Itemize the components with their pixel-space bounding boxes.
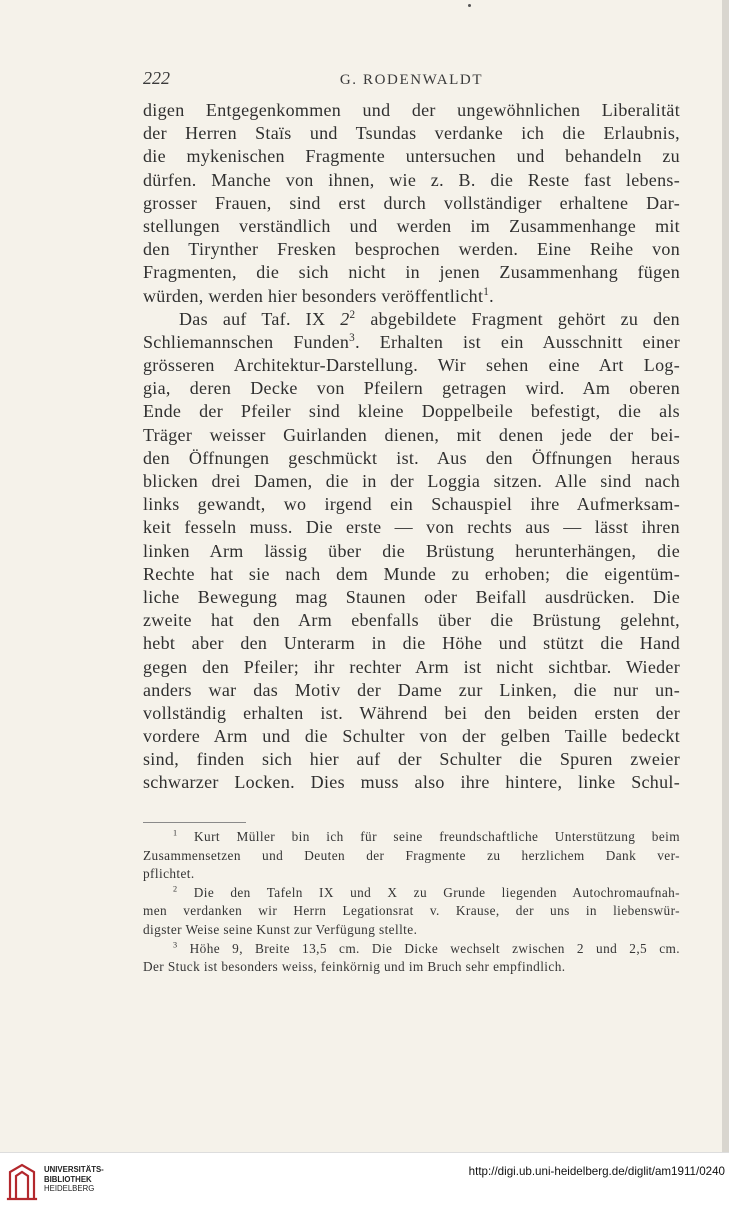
body-line: digen Entgegenkommen und der ungewöhnlichen Liberalität [143,100,680,120]
footnote-line: men verdanken wir Herrn Legationsrat v. Krause, der uns in liebenswür- [143,903,680,919]
body-line: linken Arm lässig über die Brüstung herunterhängen, die [143,540,680,561]
body-line: zweite hat den Arm ebenfalls über die Brüstung gelehnt, [143,610,680,631]
body-line: die mykenischen Fragmente untersuchen und behandeln zu [143,146,680,167]
footnote-line: Der Stuck ist besonders weiss, feinkörnig und im Bruch sehr empfindlich. [143,959,566,975]
footnote-marker: 2 [173,884,178,894]
footnote-marker: 1 [173,828,178,838]
page-number: 222 [143,68,170,88]
body-line: der Herren Staïs und Tsundas verdanke ich die Erlaubnis, [143,123,680,144]
library-name-line: HEIDELBERG [44,1184,95,1193]
body-line: gegen den Pfeiler; ihr rechter Arm ist nicht sichtbar. Wieder [143,656,680,677]
scan-edge [722,0,729,1152]
footnote-ref[interactable]: 1 [483,285,490,298]
digitization-footer [0,1152,729,1208]
footnotes [143,828,680,977]
footnote-line: pflichtet. [143,866,195,882]
body-line: vollständig erhalten ist. Während bei den beiden ersten der [143,702,680,723]
library-name [44,1165,104,1194]
footnote-ref[interactable]: 3 [349,331,356,344]
permalink-url[interactable]: http://digi.ub.uni-heidelberg.de/diglit/am1911/0240 [468,1165,725,1178]
body-line: gia, deren Decke von Pfeilern getragen wird. Am oberen [143,378,680,399]
body-line-paragraph-start: Das auf Taf. IX $2^2$ abgebildete Fragment gehört zu den [179,308,680,329]
library-name-line: BIBLIOTHEK [44,1174,92,1184]
footnote-line: Zusammensetzen und Deuten der Fragmente zu herzlichem Dank ver- [143,847,680,863]
footnote-divider [143,822,246,823]
footnote-line: $^1$ Kurt Müller bin ich für seine freundschaftliche Unterstützung beim [173,828,680,844]
body-line: stellungen verständlich und werden im Zusammenhange mit [143,215,680,236]
body-line: grösseren Architektur-Darstellung. Wir sehen eine Art Log- [143,355,680,376]
body-line: Träger weisser Guirlanden dienen, mit denen jede der bei- [143,424,680,445]
body-line: Fragmenten, die sich nicht in jenen Zusammenhang fügen [143,262,680,283]
footnote-marker: 3 [173,940,178,950]
body-line: anders war das Motiv der Dame zur Linken, die nur un- [143,679,680,700]
footnote-line: digster Weise seine Kunst zur Verfügung stellte. [143,921,418,937]
body-line: den Tirynther Fresken besprochen werden. Eine Reihe von [143,239,680,260]
body-line: schwarzer Locken. Dies muss also ihre hintere, linke Schul- [143,772,680,793]
body-line: hebt aber den Unterarm in die Höhe und stützt die Hand [143,633,680,654]
body-text [143,99,680,795]
page-header [143,68,680,92]
footnote-line: $^3$ Höhe 9, Breite 13,5 cm. Die Dicke wechselt zwischen 2 und 2,5 cm. [173,940,680,956]
body-line: grosser Frauen, sind erst durch vollständiger erhaltene Dar- [143,192,680,213]
running-head: G. RODENWALDT [339,72,484,88]
body-line: links gewandt, wo irgend ein Schauspiel ihre Aufmerksam- [143,494,680,515]
body-line: Schliemannschen Funden$^3$. Erhalten ist ein Ausschnitt einer [143,331,680,352]
body-line: den Öffnungen geschmückt ist. Aus den Öffnungen heraus [143,447,680,468]
body-line: Rechte hat sie nach dem Munde zu erhoben; die eigentüm- [143,563,680,584]
body-line: keit fesseln muss. Die erste — von rechts aus — lässt ihren [143,517,680,538]
library-name-line: UNIVERSITÄTS- [44,1165,104,1174]
ub-heidelberg-logo-icon[interactable] [6,1162,38,1202]
body-line: würden, werden hier besonders veröffentlicht$^1$. [143,285,494,306]
body-line: dürfen. Manche von ihnen, wie z. B. die Reste fast lebens- [143,169,680,190]
body-line: Ende der Pfeiler sind kleine Doppelbeile befestigt, die als [143,401,680,422]
body-line: blicken drei Damen, die in der Loggia sitzen. Alle sind nach [143,471,680,491]
footnote-ref[interactable]: 2 [349,308,356,321]
scan-speck [468,4,471,7]
body-line: sind, finden sich hier auf der Schulter die Spuren zweier [143,749,680,770]
body-line: liche Bewegung mag Staunen oder Beifall ausdrücken. Die [143,586,680,607]
body-line: vordere Arm und die Schulter von der gelben Taille bedeckt [143,726,680,747]
footnote-line: $^2$ Die den Tafeln IX und X zu Grunde liegenden Autochromaufnah- [173,884,680,900]
